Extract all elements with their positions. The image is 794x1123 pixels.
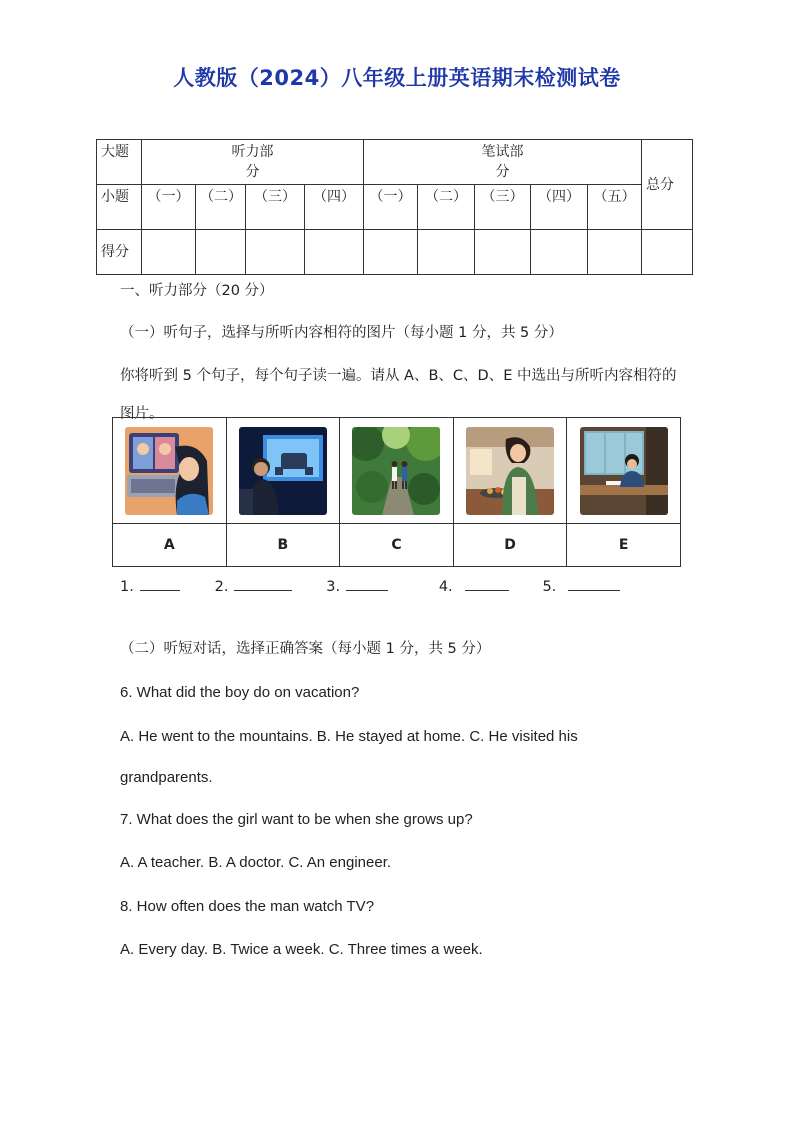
- picture-cell-c: [340, 418, 454, 524]
- listening-part-1: （一）: [142, 185, 196, 230]
- picture-label-a: A: [113, 524, 227, 567]
- question-6-options-cont: grandparents.: [120, 769, 213, 786]
- picture-label-b: B: [226, 524, 340, 567]
- score-cell[interactable]: [305, 230, 364, 275]
- score-cell[interactable]: [196, 230, 246, 275]
- score-cell[interactable]: [588, 230, 642, 275]
- writing-part-3: （三）: [475, 185, 531, 230]
- writing-part-1: （一）: [364, 185, 418, 230]
- score-cell[interactable]: [475, 230, 531, 275]
- blank-number: 1.: [120, 579, 134, 595]
- watching-tv-robot-icon: [239, 427, 327, 515]
- score-cell[interactable]: [142, 230, 196, 275]
- listening-part-2: （二）: [196, 185, 246, 230]
- part1-heading: （一）听句子，选择与所听内容相符的图片（每小题 1 分，共 5 分）: [120, 325, 563, 341]
- blank-number: 3.: [326, 579, 341, 595]
- score-cell[interactable]: [246, 230, 305, 275]
- studying-desk-icon: [580, 427, 668, 515]
- blank-number: 5.: [542, 579, 557, 595]
- question-7-options: A. A teacher. B. A doctor. C. An engineer.: [120, 854, 392, 871]
- answer-blank[interactable]: [568, 576, 620, 591]
- section-heading-listening: 一、听力部分（20 分）: [120, 283, 274, 299]
- total-header: 总分: [642, 140, 693, 230]
- writing-part-2: （二）: [418, 185, 475, 230]
- question-6-options: A. He went to the mountains. B. He stayed at home. C. He visited his: [120, 728, 578, 745]
- picture-label-c: C: [340, 524, 454, 567]
- picture-label-e: E: [567, 524, 681, 567]
- picture-cell-e: [567, 418, 681, 524]
- writing-part-4: （四）: [531, 185, 588, 230]
- listening-part-3: （三）: [246, 185, 305, 230]
- row-label-part: 小题: [97, 185, 142, 230]
- row-label-section: 大题: [97, 140, 142, 185]
- question-6: 6. What did the boy do on vacation?: [120, 684, 360, 701]
- answer-blank[interactable]: [346, 576, 388, 591]
- picture-cell-b: [226, 418, 340, 524]
- answer-blank[interactable]: [465, 576, 509, 591]
- blank-number: 4.: [438, 579, 453, 595]
- answer-blank[interactable]: [140, 576, 180, 591]
- picture-cell-d: [453, 418, 567, 524]
- answer-blank[interactable]: [234, 576, 292, 591]
- writing-header: 笔试部分: [364, 140, 642, 185]
- blank-number: 2.: [214, 579, 229, 595]
- score-cell[interactable]: [531, 230, 588, 275]
- cooking-kitchen-icon: [466, 427, 554, 515]
- part1-instructions: 你将听到 5 个句子，每个句子读一遍。请从 A、B、C、D、E 中选出与所听内容相符的图片。: [120, 368, 677, 422]
- forest-hiking-icon: [352, 427, 440, 515]
- picture-cell-a: [113, 418, 227, 524]
- answer-blanks: [120, 576, 632, 595]
- question-7: 7. What does the girl want to be when she grows up?: [120, 811, 473, 828]
- row-label-score: 得分: [97, 230, 142, 275]
- writing-part-5: （五）: [588, 185, 642, 230]
- picture-label-d: D: [453, 524, 567, 567]
- question-8-options: A. Every day. B. Twice a week. C. Three times a week.: [120, 941, 483, 958]
- score-cell[interactable]: [418, 230, 475, 275]
- listening-header: 听力部分: [142, 140, 364, 185]
- score-cell[interactable]: [364, 230, 418, 275]
- score-table: [96, 139, 693, 275]
- video-call-laptop-icon: [125, 427, 213, 515]
- score-cell-total[interactable]: [642, 230, 693, 275]
- listening-part-4: （四）: [305, 185, 364, 230]
- picture-table: [112, 417, 681, 567]
- question-8: 8. How often does the man watch TV?: [120, 898, 375, 915]
- page-title: 人教版（2024）八年级上册英语期末检测试卷: [173, 66, 621, 90]
- part2-heading: （二）听短对话，选择正确答案（每小题 1 分，共 5 分）: [120, 641, 491, 657]
